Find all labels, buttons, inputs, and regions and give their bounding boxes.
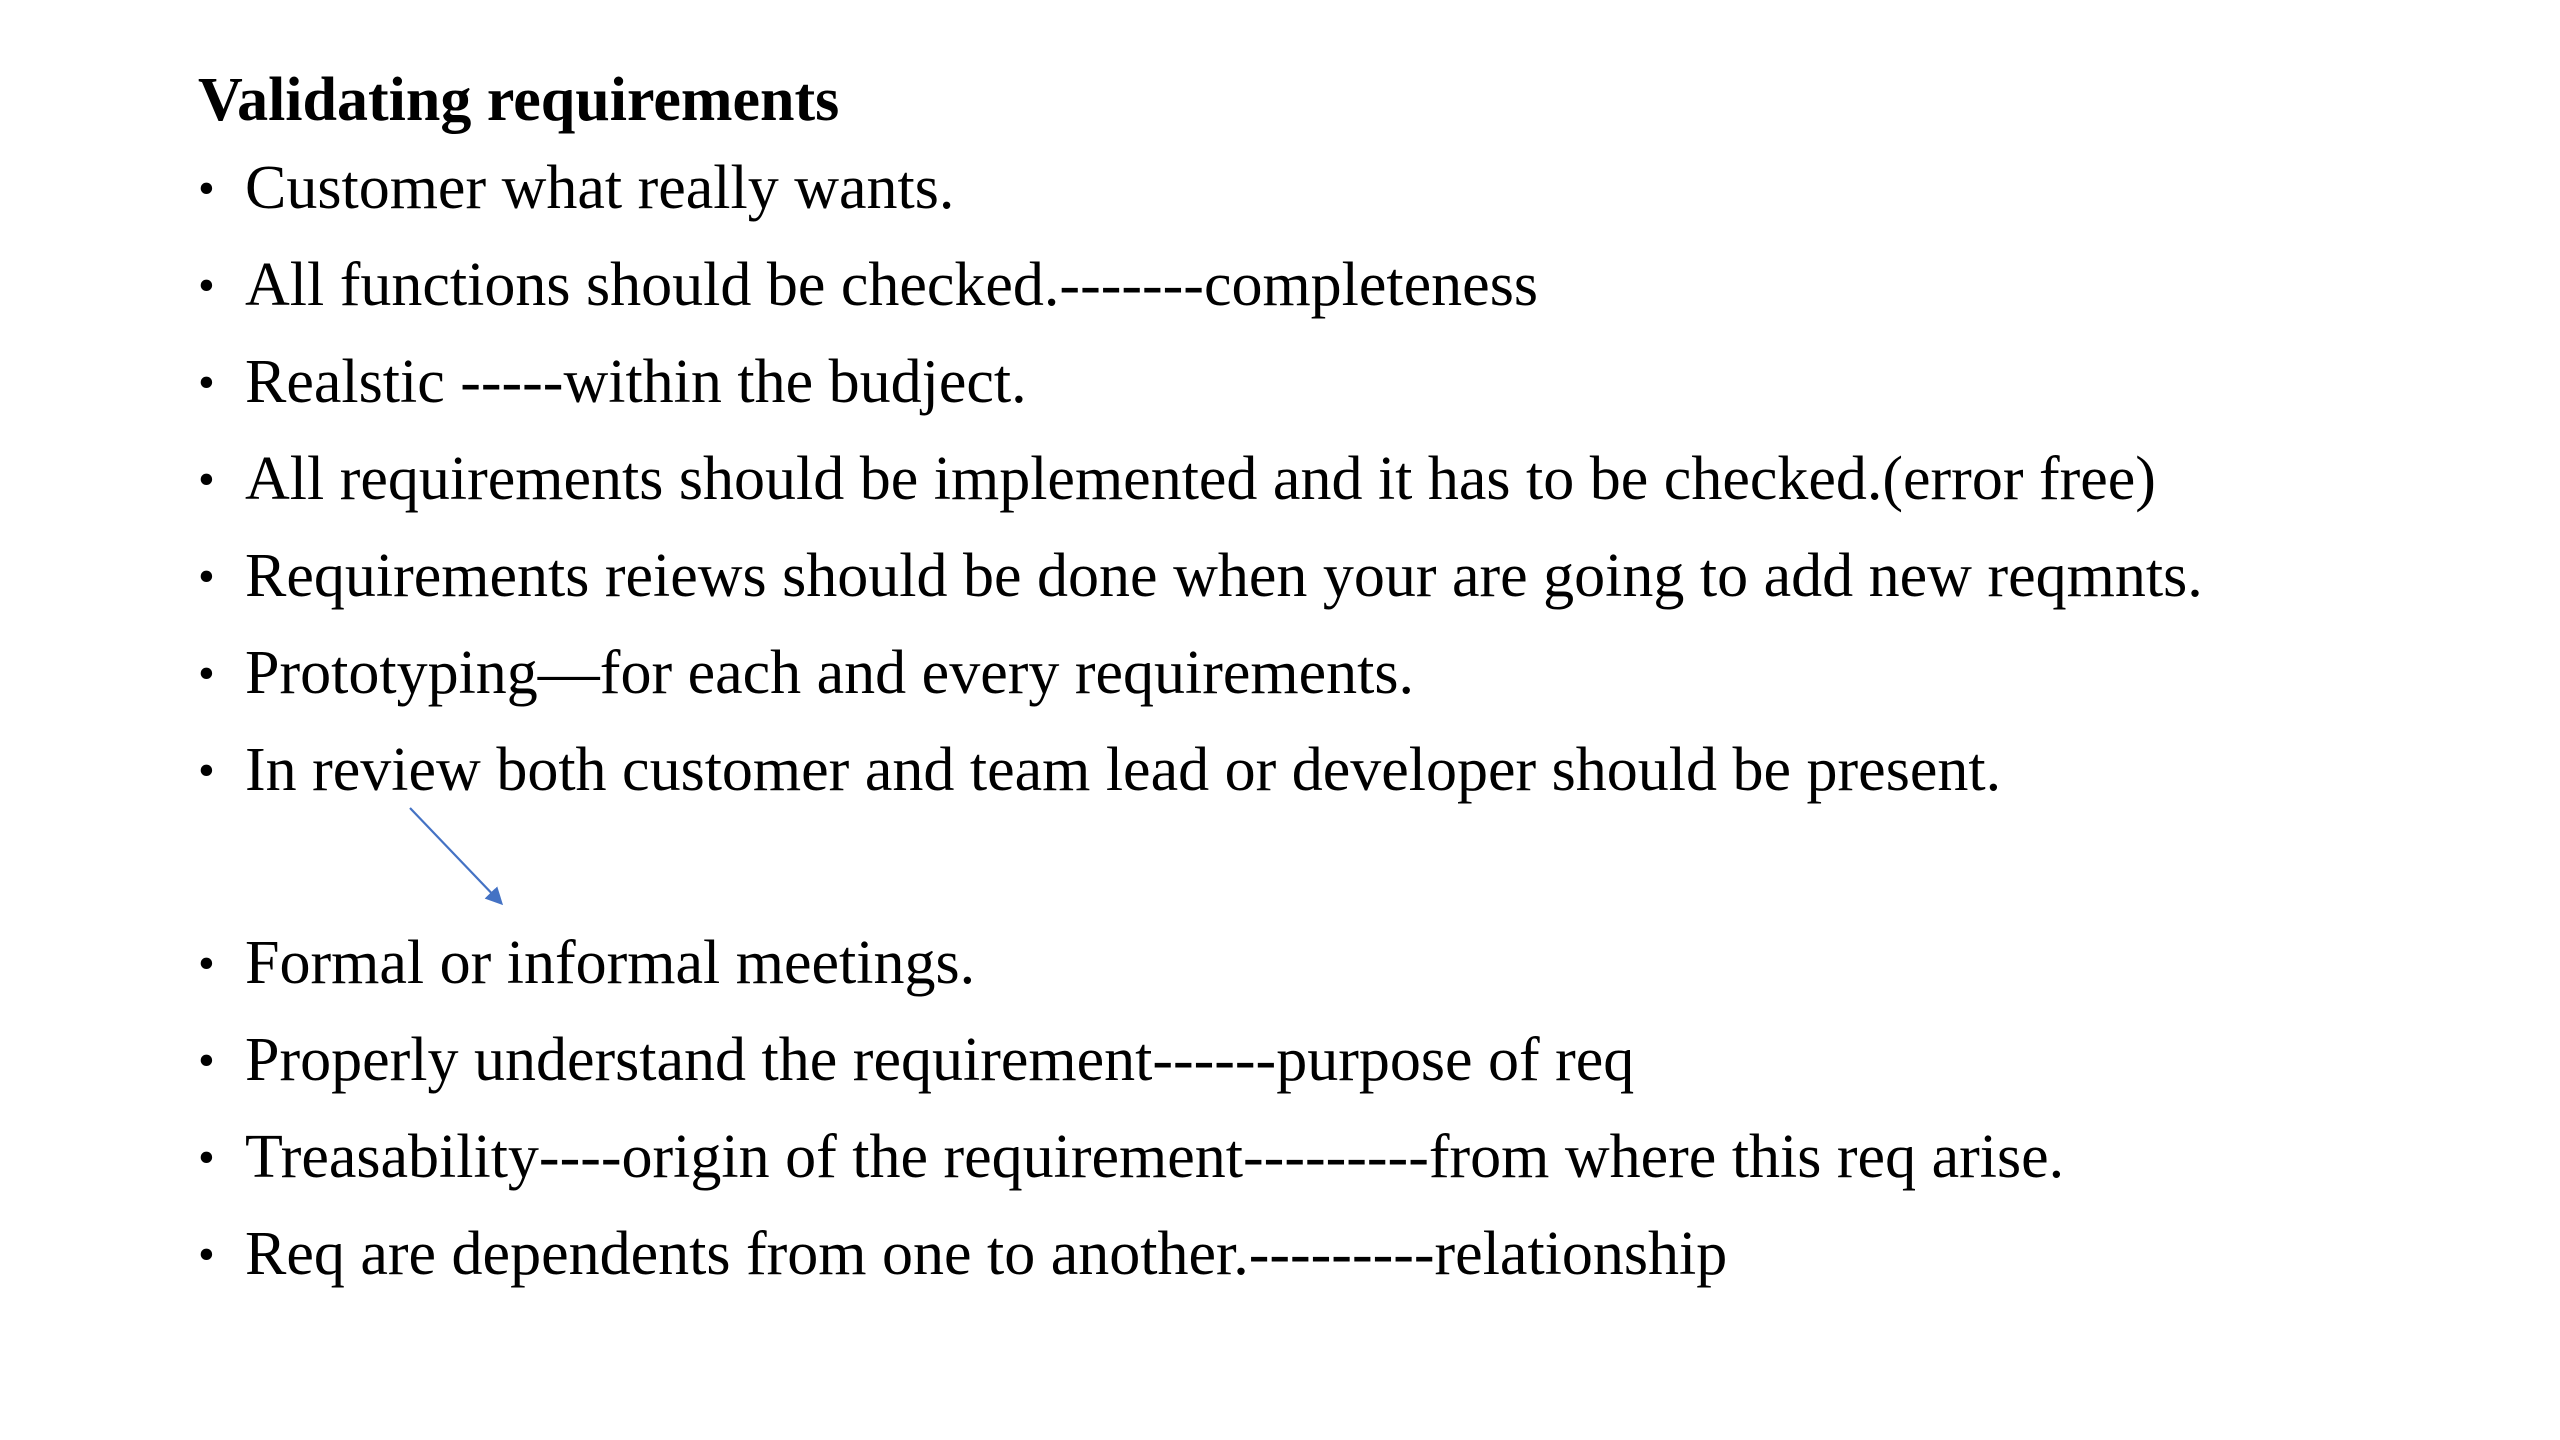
- bullet-text: Requirements reiews should be done when your are going to add new reqmnts.: [245, 542, 2203, 610]
- bullet-icon: •: [198, 744, 215, 797]
- bullet-text: In review both customer and team lead or developer should be present.: [245, 736, 2002, 804]
- diagonal-arrow-icon: [400, 800, 520, 920]
- bullet-icon: •: [198, 162, 215, 215]
- bullet-text: All functions should be checked.-------completeness: [245, 251, 1538, 319]
- bullet-icon: •: [198, 259, 215, 312]
- bullet-text: Realstic -----within the budject.: [245, 348, 1027, 416]
- bullet-text: Customer what really wants.: [245, 154, 955, 222]
- bullet-icon: •: [198, 647, 215, 700]
- bullet-icon: •: [198, 1034, 215, 1087]
- bullet-text: Treasability----origin of the requirement---------from where this req arise.: [245, 1123, 2065, 1191]
- slide-title: Validating requirements: [198, 66, 840, 134]
- bullet-icon: •: [198, 453, 215, 506]
- bullet-icon: •: [198, 550, 215, 603]
- bullet-text: Req are dependents from one to another.---------relationship: [245, 1220, 1728, 1288]
- bullet-text: Formal or informal meetings.: [245, 929, 976, 997]
- bullet-icon: •: [198, 1131, 215, 1184]
- bullet-text: Properly understand the requirement------purpose of req: [245, 1026, 1635, 1094]
- bullet-text: Prototyping—for each and every requirements.: [245, 639, 1415, 707]
- bullet-icon: •: [198, 356, 215, 409]
- bullet-icon: •: [198, 1228, 215, 1281]
- bullet-icon: •: [198, 937, 215, 990]
- bullet-text: All requirements should be implemented and it has to be checked.(error free): [245, 445, 2156, 513]
